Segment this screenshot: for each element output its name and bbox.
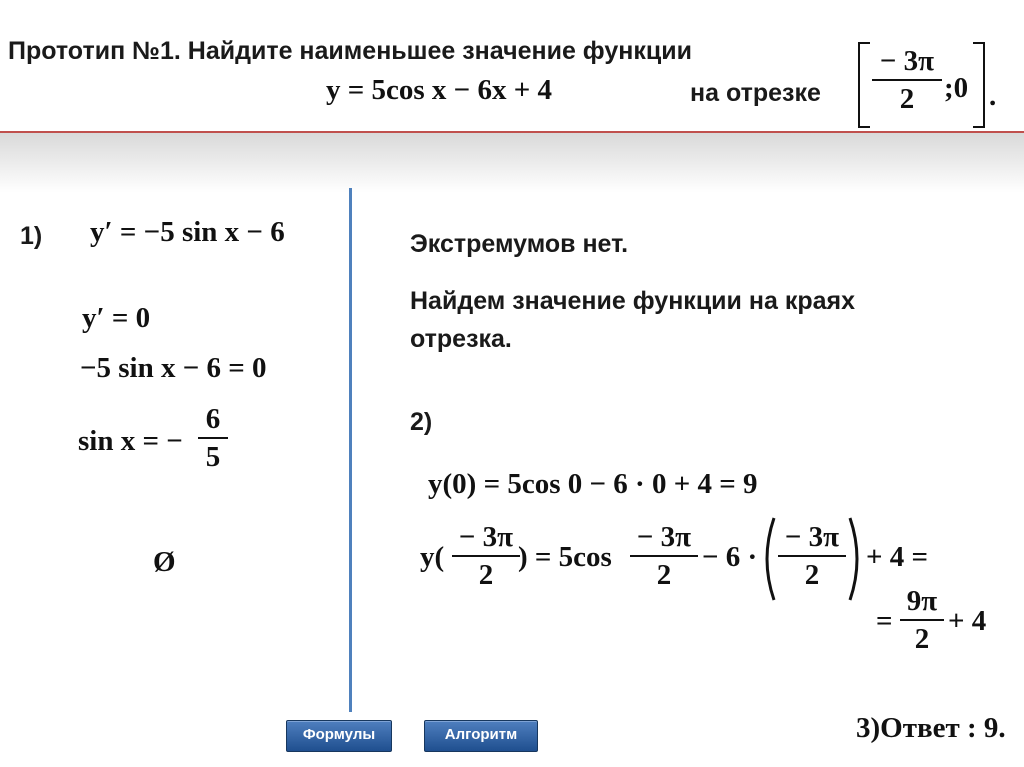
sine-numerator: 6 — [205, 403, 221, 435]
y-at-zero — [428, 468, 758, 501]
task-title: Прототип №1. Найдите наименьшее значение функции — [8, 37, 692, 65]
cos-arg-numerator: − 3π — [636, 521, 692, 553]
cos-arg-bar — [630, 555, 698, 557]
title-period: . — [989, 80, 997, 112]
y-at-left-cos: ) = 5cos — [518, 541, 612, 573]
paren-numerator: − 3π — [784, 521, 840, 553]
column-divider — [349, 188, 352, 712]
y-arg-numerator: − 3π — [458, 521, 514, 553]
y-arg-bar — [452, 555, 520, 557]
paren-denominator: 2 — [804, 559, 820, 591]
sine-denominator: 5 — [205, 441, 221, 473]
cos-arg-fraction — [630, 520, 698, 592]
left-paren-icon — [758, 516, 778, 602]
paren-bar — [778, 555, 846, 557]
answer-text: 3)Ответ : 9. — [856, 712, 1006, 744]
derivative-zero: y′ = 0 — [82, 302, 151, 334]
cos-arg-denominator: 2 — [656, 559, 672, 591]
interval-bar — [872, 79, 942, 81]
header-area — [0, 0, 1024, 134]
derivative-equation: −5 sin x − 6 = 0 — [80, 352, 267, 384]
y-arg-fraction — [452, 520, 520, 592]
algorithm-button[interactable]: Алгоритм — [424, 720, 538, 752]
result-tail: + 4 — [948, 605, 987, 637]
y-at-left-start: y( — [420, 541, 445, 573]
result-denominator: 2 — [914, 623, 930, 655]
task-function: y = 5cos x − 6x + 4 — [326, 74, 552, 106]
empty-set-symbol: Ø — [153, 546, 176, 578]
sine-fraction — [198, 402, 228, 474]
interval-fraction — [872, 44, 942, 116]
step2-label: 2) — [410, 408, 433, 436]
y-at-zero-result: 9 — [743, 468, 758, 500]
result-equals: = — [876, 605, 893, 637]
interval-numerator: − 3π — [879, 45, 935, 77]
interval-end: ;0 — [944, 72, 969, 104]
plus-four-equals: + 4 = — [866, 541, 929, 573]
result-bar — [900, 619, 944, 621]
find-values-line1: Найдем значение функции на краях — [410, 287, 855, 315]
times-six: − 6 · — [702, 541, 758, 573]
header-shadow — [0, 133, 1024, 193]
derivative-formula: y′ = −5 sin x − 6 — [90, 216, 285, 248]
right-paren-icon — [846, 516, 866, 602]
segment-label: на отрезке — [690, 79, 821, 107]
left-bracket — [858, 42, 870, 128]
y-at-zero-expression: y(0) = 5cos 0 − 6 · 0 + 4 = — [428, 468, 743, 500]
sine-equation: sin x = − — [78, 425, 183, 457]
result-fraction — [900, 584, 944, 656]
result-numerator: 9π — [906, 585, 938, 617]
step1-label: 1) — [20, 222, 43, 250]
sine-bar — [198, 437, 228, 439]
paren-fraction — [778, 520, 846, 592]
right-bracket — [973, 42, 985, 128]
find-values-line2: отрезка. — [410, 325, 512, 353]
interval-denominator: 2 — [899, 83, 915, 115]
formulas-button[interactable]: Формулы — [286, 720, 392, 752]
y-arg-denominator: 2 — [478, 559, 494, 591]
no-extrema-text: Экстремумов нет. — [410, 230, 629, 258]
